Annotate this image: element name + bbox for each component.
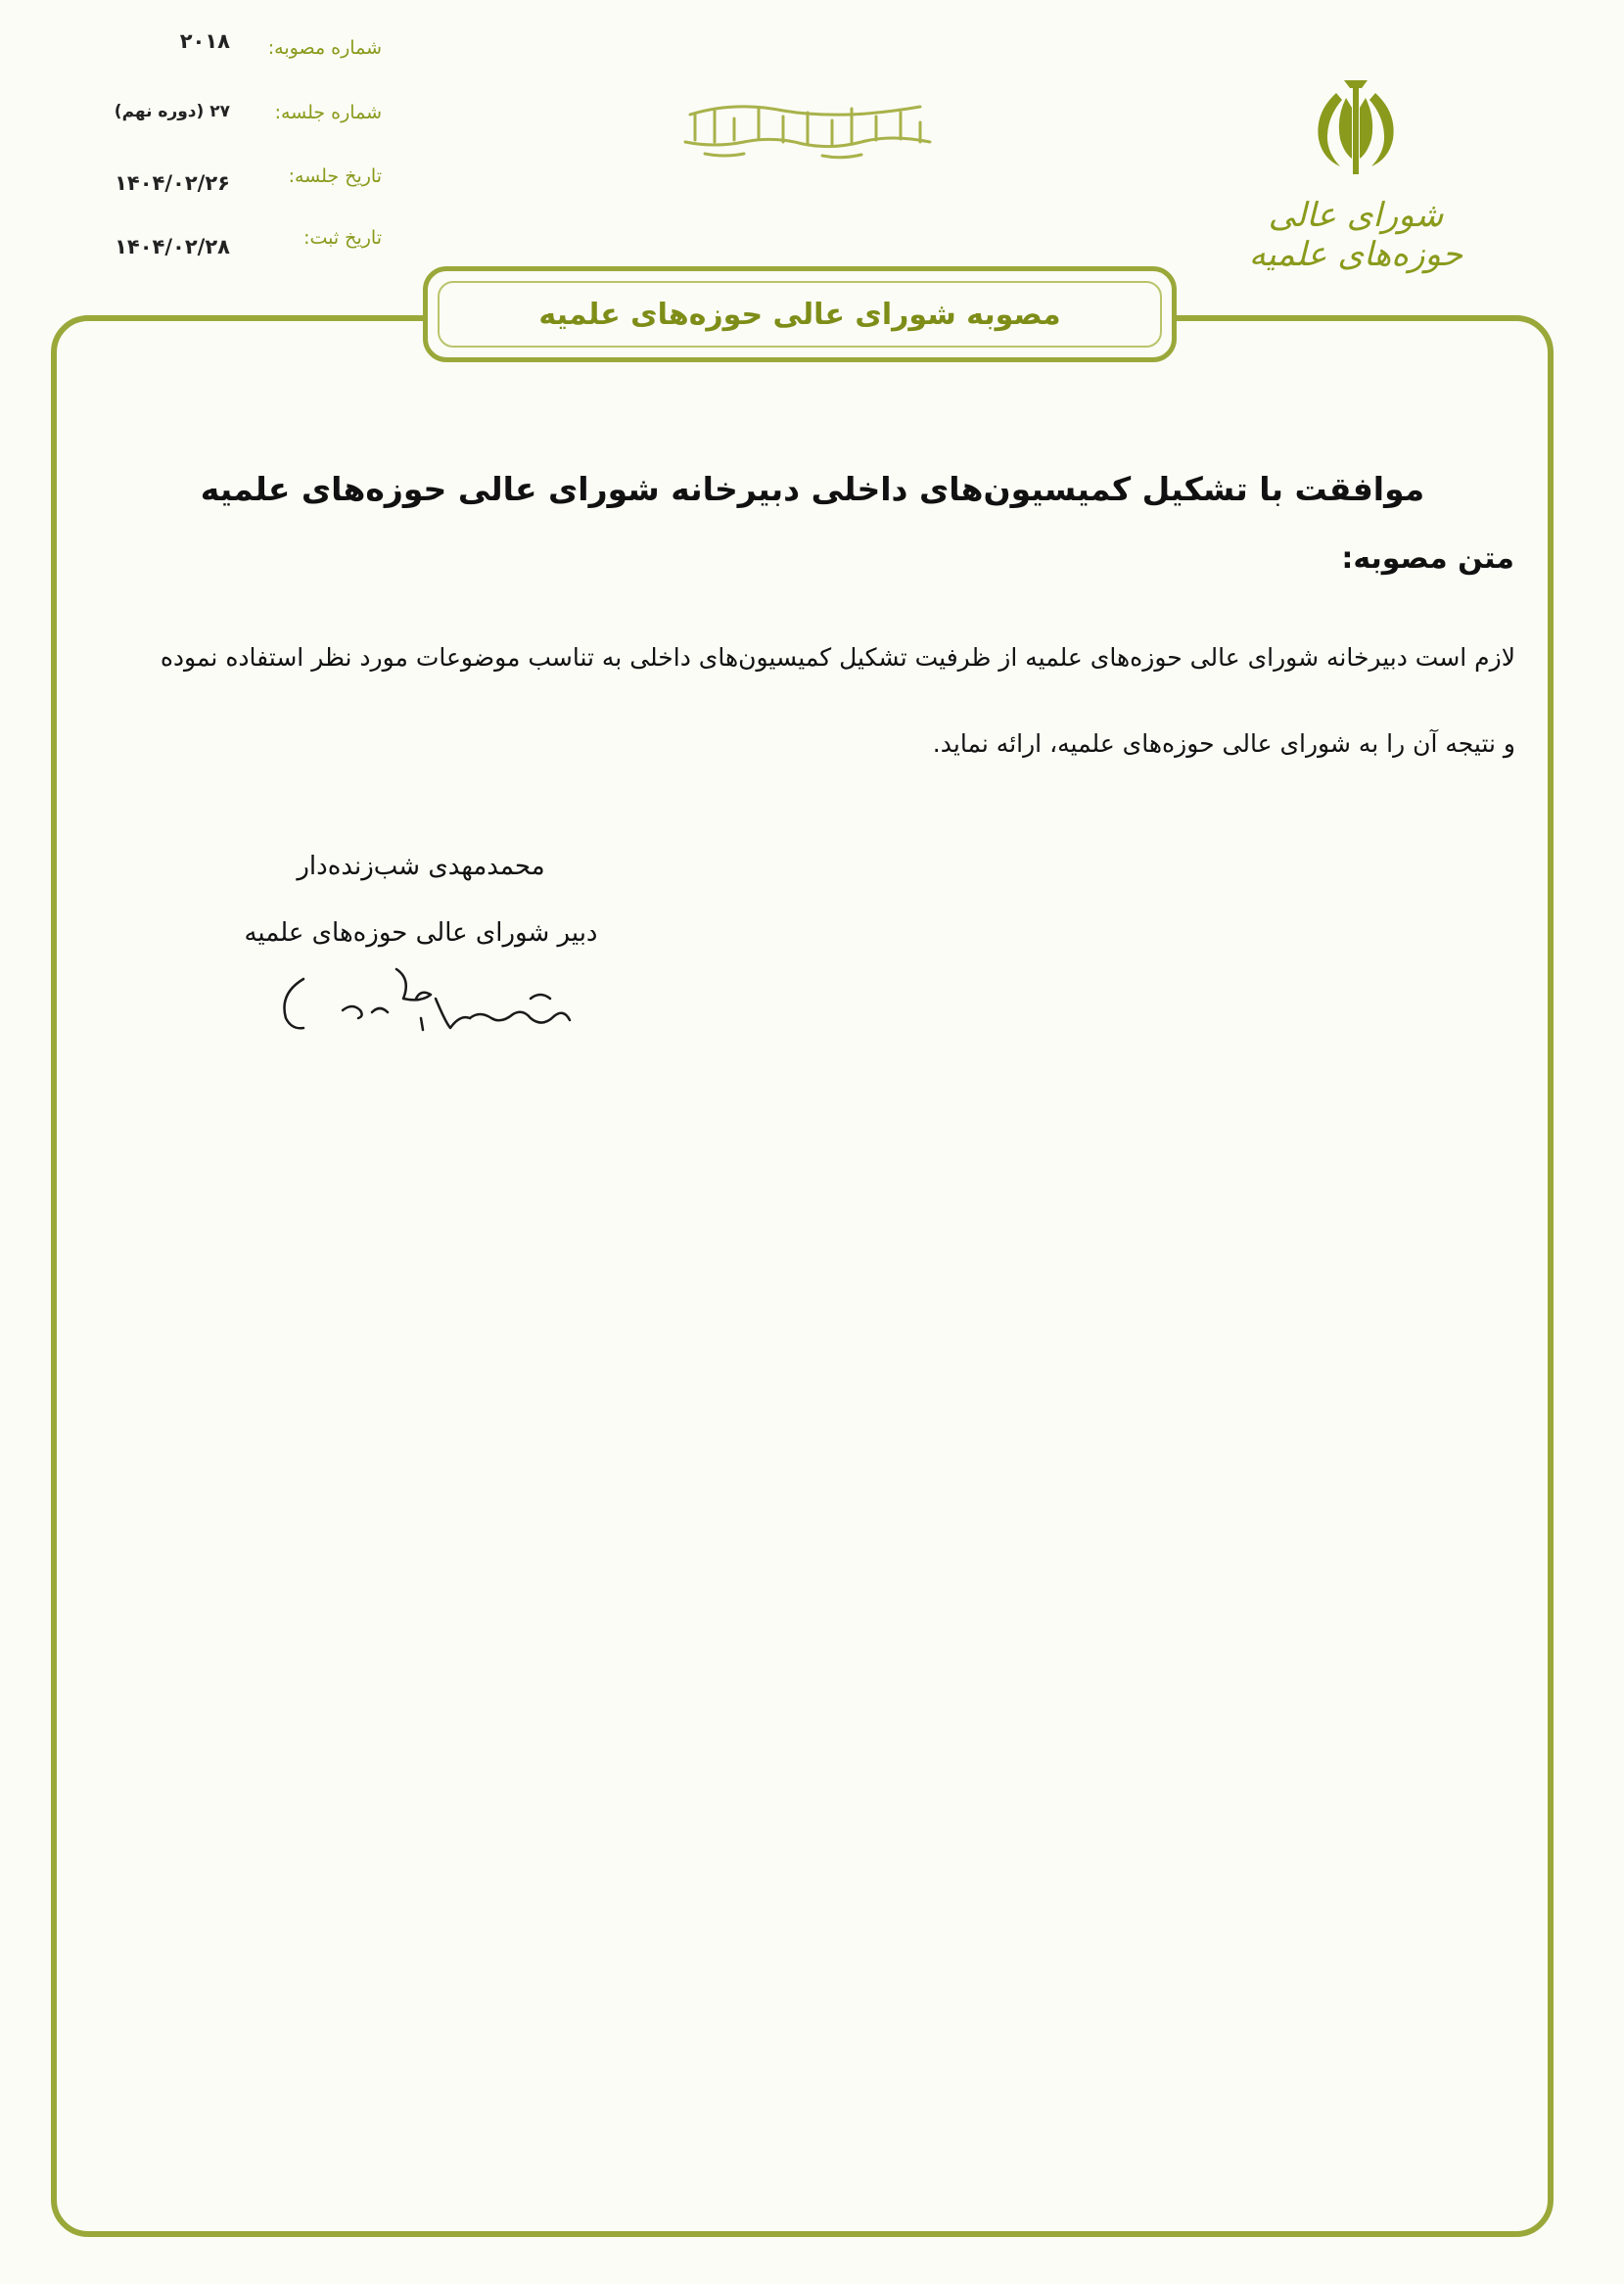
resolution-paragraph-1: لازم است دبیرخانه شورای عالی حوزه‌های علمیه از ظرفیت تشکیل کمیسیون‌های داخلی به تناسب موضوعات مورد نظر استفاده نموده <box>160 643 1515 672</box>
resolution-text-heading: متن مصوبه: <box>1341 541 1514 576</box>
registration-date-label: تاریخ ثبت: <box>303 227 382 249</box>
basmala-calligraphy <box>675 93 940 162</box>
approval-number-label: شماره مصوبه: <box>267 37 382 59</box>
resolution-body <box>116 615 1515 787</box>
document-frame <box>51 315 1554 2237</box>
session-number-value: ۲۷ (دوره نهم) <box>114 102 230 121</box>
iran-emblem-icon <box>1297 69 1415 186</box>
header-tab <box>423 266 1177 362</box>
session-number-row <box>88 96 382 135</box>
resolution-paragraph-2: و نتیجه آن را به شورای عالی حوزه‌های علمیه، ارائه نماید. <box>932 729 1515 758</box>
handwritten-signature <box>274 959 597 1057</box>
session-date-value: ۱۴۰۴/۰۲/۲۶ <box>115 171 230 195</box>
registration-date-value: ۱۴۰۴/۰۲/۲۸ <box>115 235 230 258</box>
signatory-name: محمدمهدی شب‌زنده‌دار <box>297 852 545 881</box>
approval-number-value: ۲۰۱۸ <box>179 29 230 53</box>
header-title: مصوبه شورای عالی حوزه‌های علمیه <box>538 297 1061 332</box>
organization-emblem-block <box>1214 69 1498 274</box>
header-tab-inner <box>438 281 1162 348</box>
session-number-label: شماره جلسه: <box>274 102 382 123</box>
signatory-position: دبیر شورای عالی حوزه‌های علمیه <box>244 918 598 948</box>
session-date-label: تاریخ جلسه: <box>288 165 382 187</box>
approval-number-row <box>88 29 382 69</box>
organization-name: شورای عالی حوزه‌های علمیه <box>1248 196 1463 274</box>
session-date-row <box>88 160 382 199</box>
registration-date-row <box>88 223 382 262</box>
resolution-title: موافقت با تشکیل کمیسیون‌های داخلی دبیرخانه شورای عالی حوزه‌های علمیه <box>200 470 1425 508</box>
